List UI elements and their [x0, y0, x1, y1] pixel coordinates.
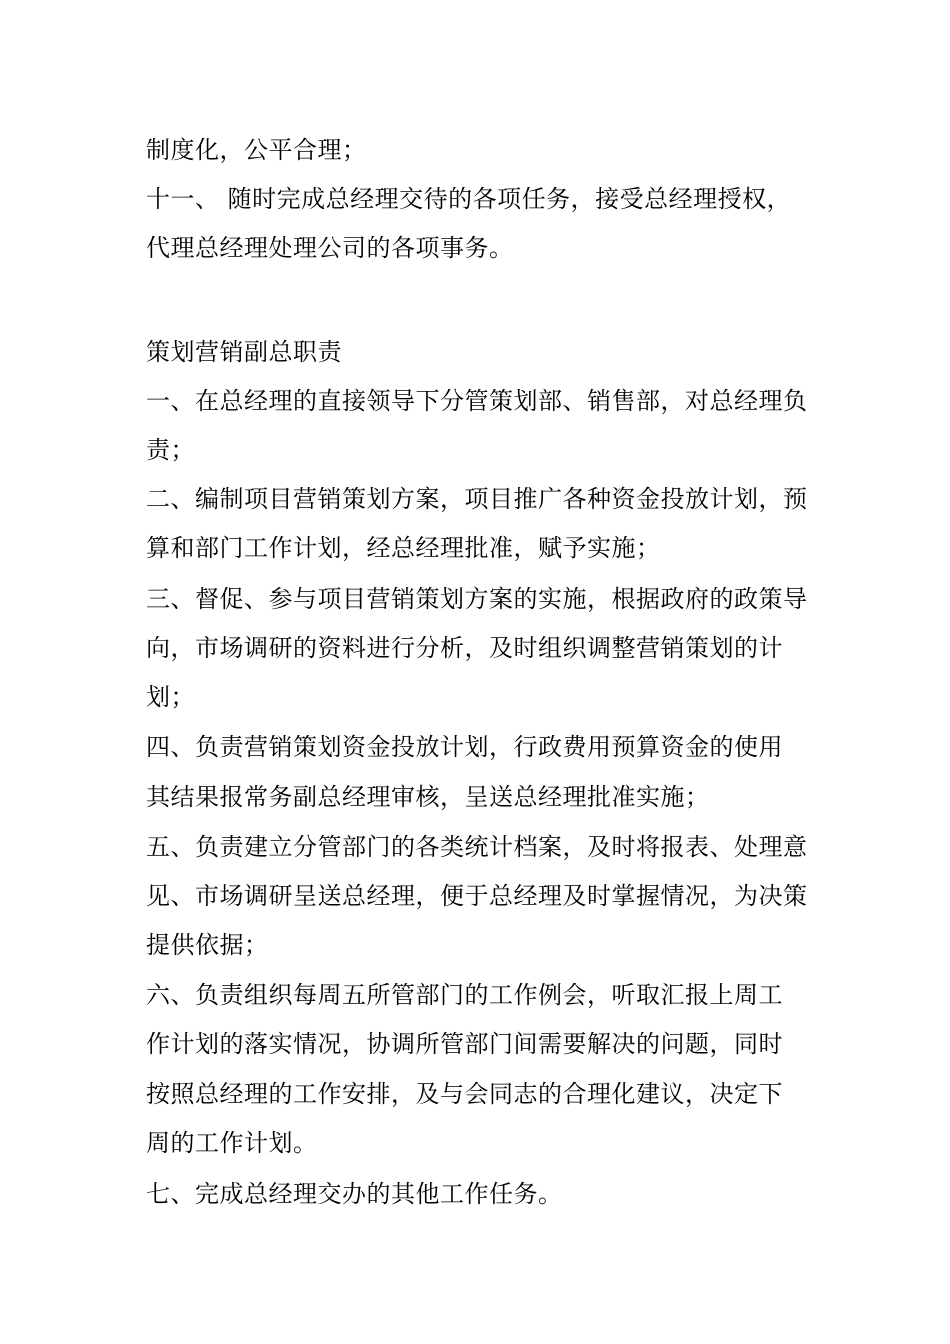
text-line: 五、负责建立分管部门的各类统计档案，及时将报表、处理意: [146, 833, 808, 861]
text-line: 按照总经理的工作安排，及与会同志的合理化建议，决定下: [146, 1080, 783, 1108]
text-line: 见、市场调研呈送总经理，便于总经理及时掌握情况，为决策: [146, 882, 808, 910]
text-line: 六、负责组织每周五所管部门的工作例会，听取汇报上周工: [146, 981, 783, 1009]
text-line: 代理总经理处理公司的各项事务。: [146, 234, 514, 262]
text-line: 二、编制项目营销策划方案，项目推广各种资金投放计划，预: [146, 485, 808, 513]
text-line: 向，市场调研的资料进行分析，及时组织调整营销策划的计: [146, 634, 783, 662]
text-line: 一、在总经理的直接领导下分管策划部、销售部，对总经理负: [146, 387, 808, 415]
text-line: 四、负责营销策划资金投放计划，行政费用预算资金的使用: [146, 733, 783, 761]
text-line: 其结果报常务副总经理审核，呈送总经理批准实施；: [146, 783, 710, 811]
text-line: 责；: [146, 436, 195, 464]
text-line: 三、督促、参与项目营销策划方案的实施，根据政府的政策导: [146, 585, 808, 613]
text-line: 十一、 随时完成总经理交待的各项任务，接受总经理授权，: [146, 185, 792, 213]
text-line: 算和部门工作计划，经总经理批准，赋予实施；: [146, 534, 661, 562]
text-line: 划；: [146, 683, 195, 711]
section-heading: 策划营销副总职责: [146, 338, 342, 366]
text-line: 七、完成总经理交办的其他工作任务。: [146, 1180, 563, 1208]
text-line: 周的工作计划。: [146, 1129, 318, 1157]
text-line: 作计划的落实情况，协调所管部门间需要解决的问题，同时: [146, 1030, 783, 1058]
text-line: 提供依据；: [146, 931, 269, 959]
text-line: 制度化，公平合理；: [146, 136, 367, 164]
